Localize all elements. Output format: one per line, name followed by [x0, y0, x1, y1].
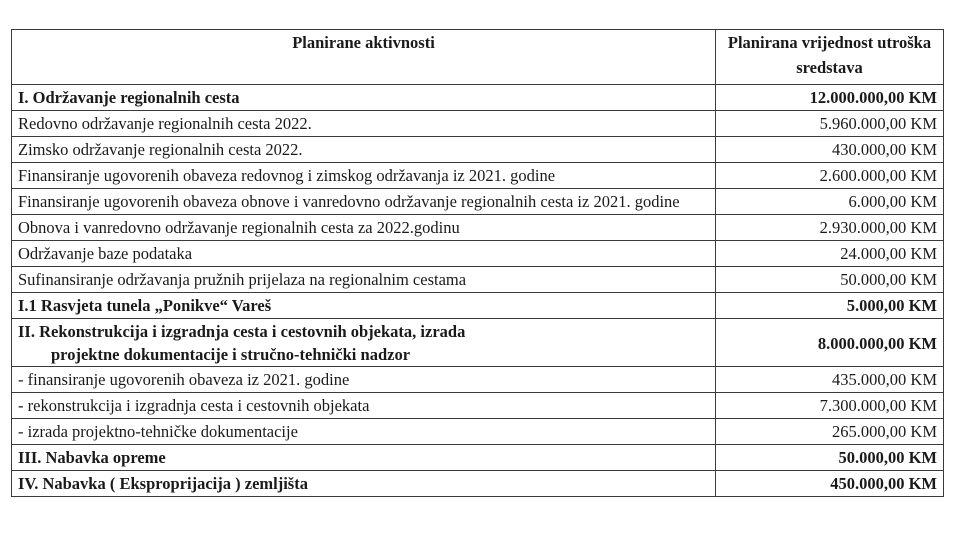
- activity-cell: Sufinansiranje održavanja pružnih prijelaza na regionalnim cestama: [12, 267, 716, 293]
- activity-line-2: projektne dokumentacije i stručno-tehnički nadzor: [51, 345, 411, 364]
- value-cell: 5.960.000,00 KM: [716, 111, 944, 137]
- value-cell: 2.600.000,00 KM: [716, 163, 944, 189]
- header-planned-value: Planirana vrijednost utroška sredstava: [716, 30, 944, 85]
- activity-cell: Zimsko održavanje regionalnih cesta 2022.: [12, 137, 716, 163]
- table-row: [12, 215, 944, 241]
- activity-text: Finansiranje ugovorenih obaveza obnove i vanredovno održavanje regionalnih cesta iz 2021. godine: [18, 192, 680, 211]
- table-row: [12, 393, 944, 419]
- table-row: [12, 419, 944, 445]
- activity-cell: Finansiranje ugovorenih obaveza redovnog i zimskog održavanja iz 2021. godine: [12, 163, 716, 189]
- table-row-section-i1: [12, 293, 944, 319]
- value-cell: 12.000.000,00 KM: [716, 85, 944, 111]
- value-cell: 450.000,00 KM: [716, 471, 944, 497]
- value-cell: 5.000,00 KM: [716, 293, 944, 319]
- activity-cell: I.1 Rasvjeta tunela „Ponikve“ Vareš: [12, 293, 716, 319]
- value-cell: 50.000,00 KM: [716, 267, 944, 293]
- table-header-row: [12, 30, 944, 85]
- activity-cell: III. Nabavka opreme: [12, 445, 716, 471]
- table-row-section-ii: [12, 319, 944, 367]
- table-row: [12, 367, 944, 393]
- activity-cell: - finansiranje ugovorenih obaveza iz 2021. godine: [12, 367, 716, 393]
- table-row: [12, 163, 944, 189]
- activity-line-1: II. Rekonstrukcija i izgradnja cesta i cestovnih objekata, izrada: [18, 322, 466, 341]
- activity-cell: Održavanje baze podataka: [12, 241, 716, 267]
- value-cell: 430.000,00 KM: [716, 137, 944, 163]
- activity-cell: [12, 319, 716, 367]
- activity-cell: [12, 189, 716, 215]
- header-activities: Planirane aktivnosti: [12, 30, 716, 85]
- value-cell: 24.000,00 KM: [716, 241, 944, 267]
- table-row: [12, 189, 944, 215]
- planned-activities-table: [11, 29, 944, 497]
- activity-cell: Obnova i vanredovno održavanje regionalnih cesta za 2022.godinu: [12, 215, 716, 241]
- value-cell: 2.930.000,00 KM: [716, 215, 944, 241]
- table-row: [12, 241, 944, 267]
- value-cell: 7.300.000,00 KM: [716, 393, 944, 419]
- value-cell: 8.000.000,00 KM: [716, 319, 944, 367]
- activity-cell: I. Održavanje regionalnih cesta: [12, 85, 716, 111]
- value-cell: 435.000,00 KM: [716, 367, 944, 393]
- budget-document: [11, 29, 943, 497]
- activity-cell: Redovno održavanje regionalnih cesta 2022.: [12, 111, 716, 137]
- value-cell: 6.000,00 KM: [716, 189, 944, 215]
- activity-cell: IV. Nabavka ( Eksproprijacija ) zemljišta: [12, 471, 716, 497]
- table-row: [12, 111, 944, 137]
- value-cell: 50.000,00 KM: [716, 445, 944, 471]
- activity-cell: - rekonstrukcija i izgradnja cesta i cestovnih objekata: [12, 393, 716, 419]
- table-row: [12, 137, 944, 163]
- value-cell: 265.000,00 KM: [716, 419, 944, 445]
- table-row: [12, 267, 944, 293]
- table-row-section-iv: [12, 471, 944, 497]
- table-row-section-iii: [12, 445, 944, 471]
- activity-cell: - izrada projektno-tehničke dokumentacije: [12, 419, 716, 445]
- table-row-section-i: [12, 85, 944, 111]
